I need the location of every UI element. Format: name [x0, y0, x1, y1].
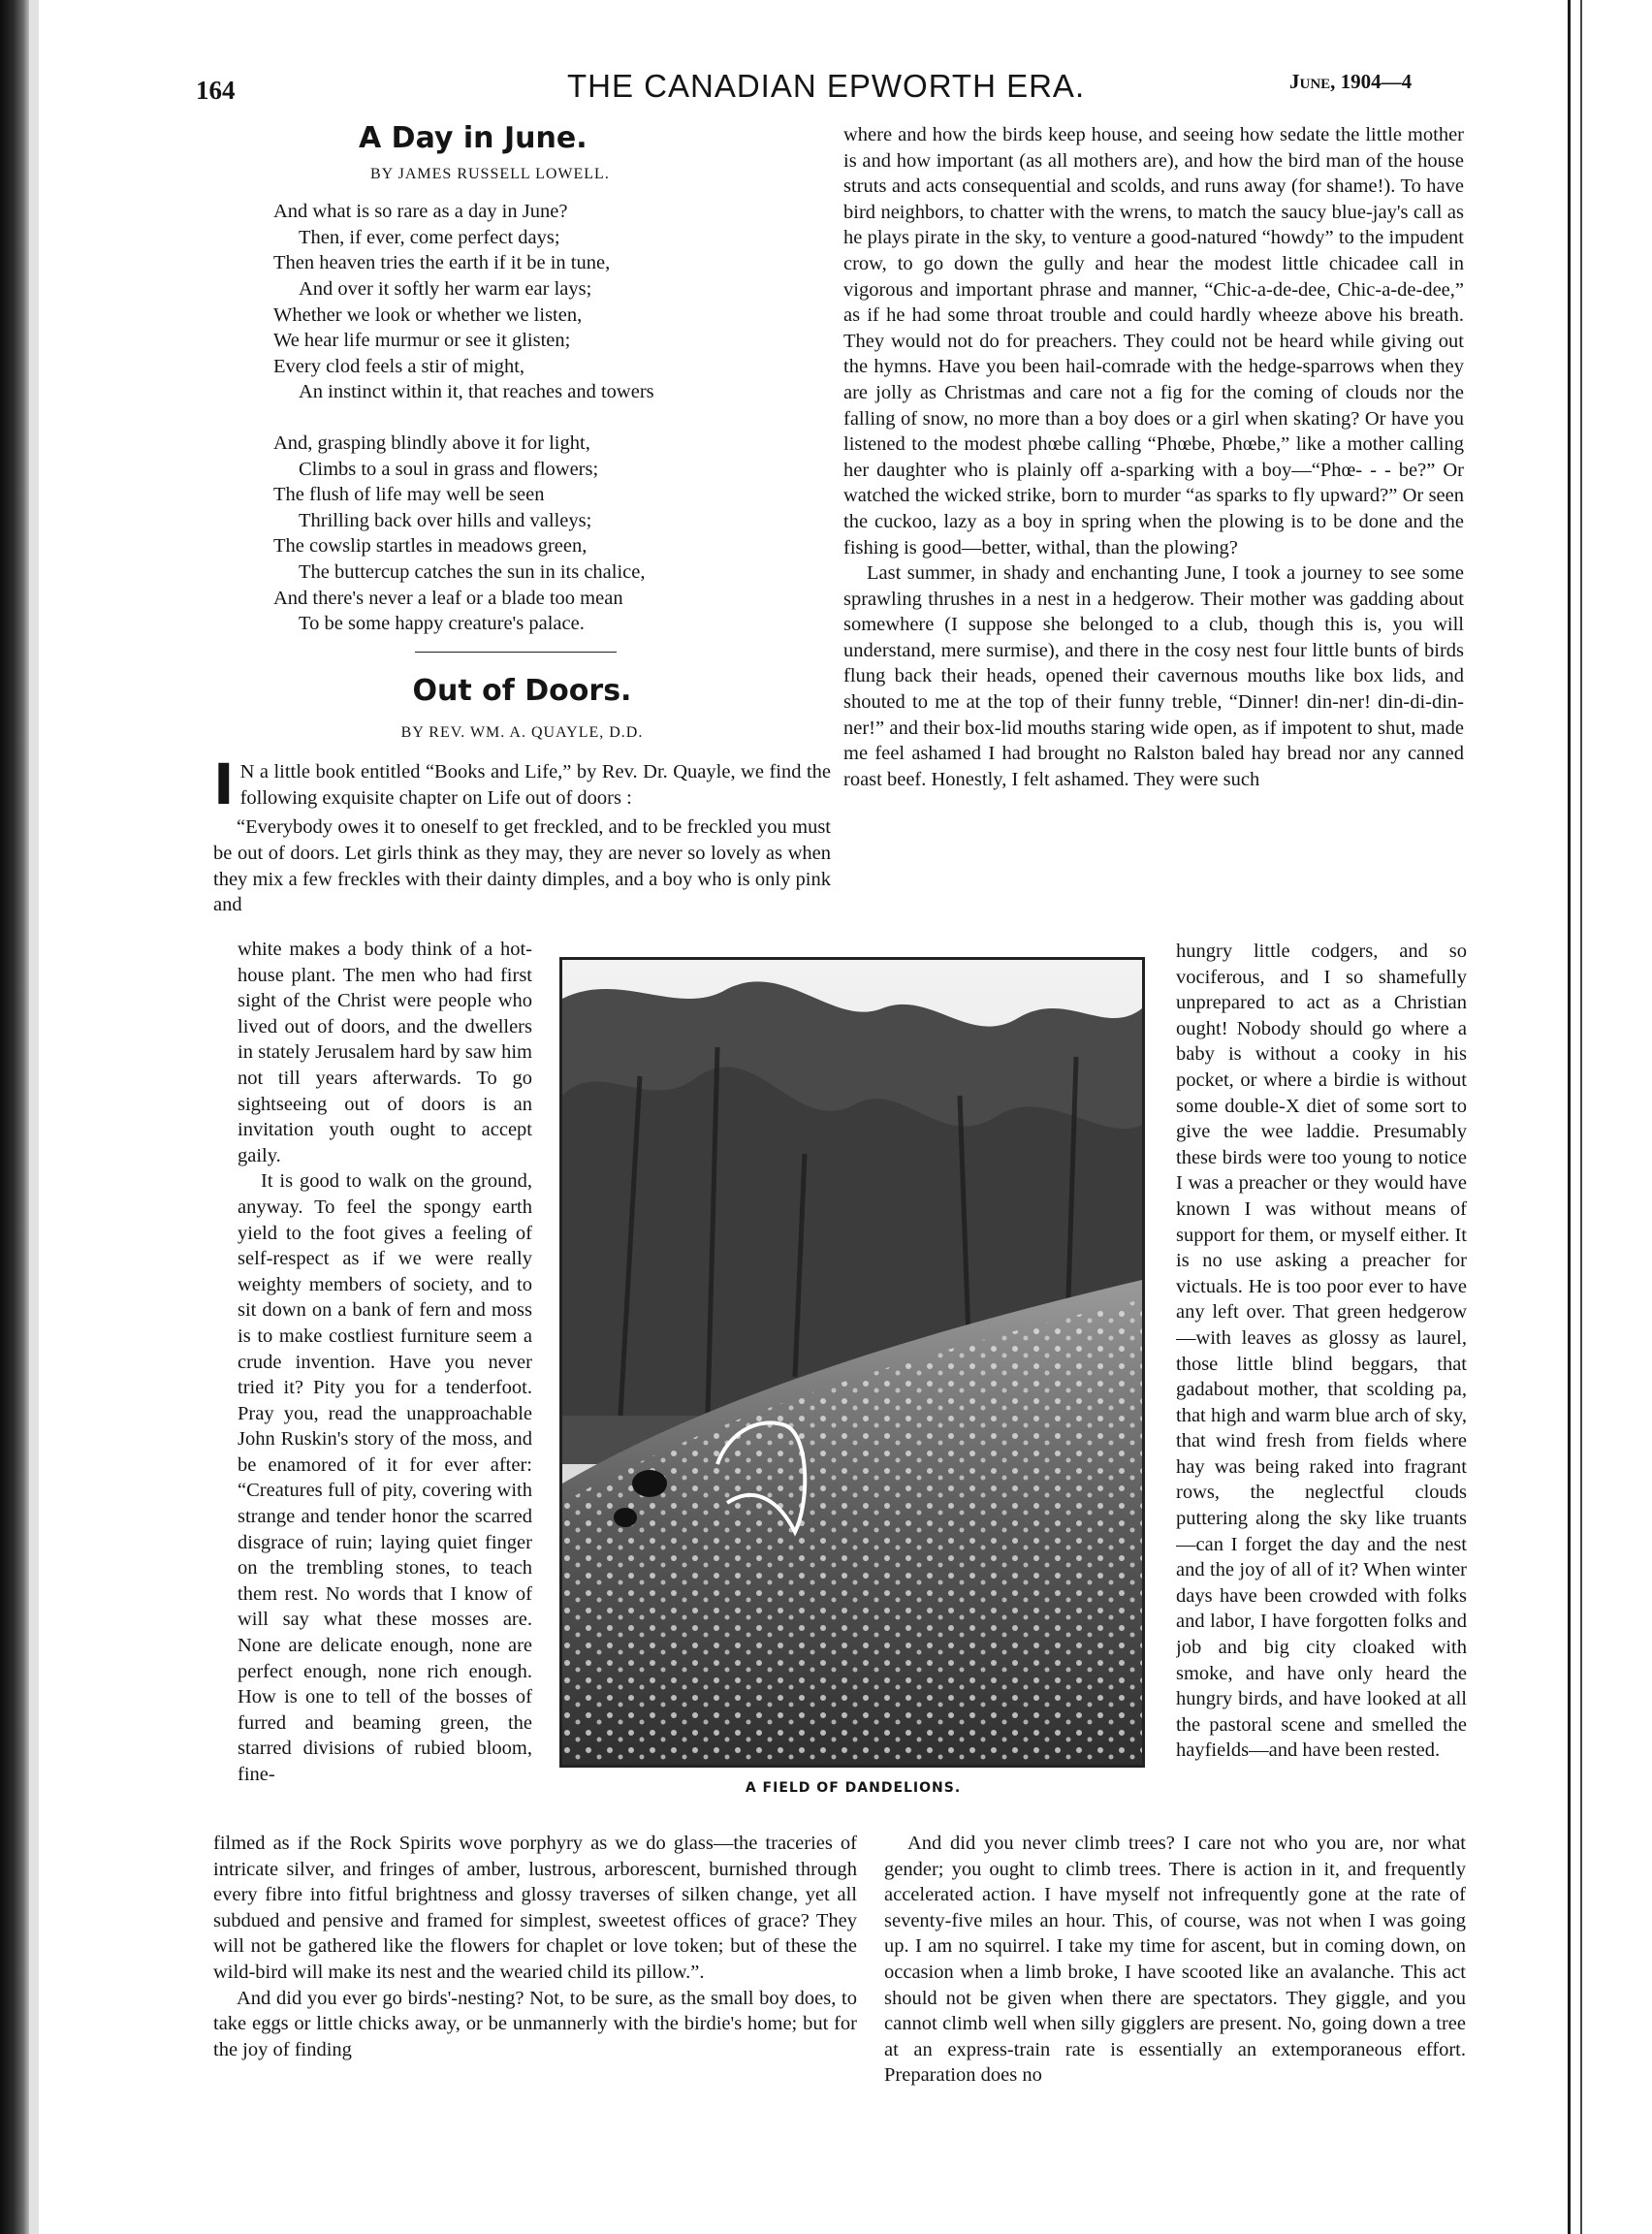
dandelion-field-photo: [559, 957, 1145, 1768]
poem-byline: BY JAMES RUSSELL LOWELL.: [370, 165, 610, 182]
article-paragraph: It is good to walk on the ground, anyway. To feel the spongy earth yield to the foot gives a feeling of self-respect as if we were really weighty members of society, and to sit down on a bank of fern and moss is to make costliest furniture seem a crude invention. Have you never tried it? Pity you for a tenderfoot. Pray you, read the unapproachable John Ruskin's story of the moss, and be enamored of it for ever after: “Creatures full of pity, covering with strange and tender honor the scarred disgrace of ruin; laying quiet finger on the trembling stones, to teach them rest. No words that I know of will say what these mosses are. None are delicate enough, none are perfect enough, none rich enough. How is one to tell of the bosses of furred and beaming green, the starred divisions of rubied bloom, fine-: [238, 1170, 532, 1785]
poem-line: Whether we look or whether we listen,: [273, 303, 583, 326]
section-divider: [415, 652, 617, 653]
poem-line: Then heaven tries the earth if it be in tune,: [273, 252, 611, 274]
article-byline: BY REV. WM. A. QUAYLE, D.D.: [400, 723, 644, 741]
issue-date: June, 1904—4: [1289, 70, 1413, 93]
poem-line: And over it softly her warm ear lays;: [299, 277, 592, 300]
article-intro: I N a little book entitled “Books and Life,” by Rev. Dr. Quayle, we find the following exquisite chapter on Life out of doors :: [213, 751, 831, 818]
article-paragraph: hungry little codgers, and so vociferous, and I so shamefully unprepared to act as a Christian ought! Nobody should go where a baby is without a cooky in his pocket, or where a birdie is without some double-X diet of some sort to give the wee laddie. Presumably these birds were too young to notice I was a preacher or they would have known I was without means of support for them, or myself either. It is no use asking a preacher for victuals. He is too poor ever to have any left over. That green hedgerow—with leaves as glossy as laurel, those little blind beggars, that gadabout mother, that scolding pa, that high and warm blue arch of sky, that wind fresh from fields where hay was being raked into fragrant rows, the neglectful clouds puttering along the sky like truants—can I forget the day and the nest and the joy of all of it? When winter days have been crowded with folks and labor, I have forgotten folks and job and big city cloaked with smoke, and have only heard the hungry birds, and have looked at all the pastoral scene and smelled the hayfields—and have been rested.: [1176, 941, 1467, 1762]
article-paragraph: And did you never climb trees? I care not who you are, nor what gender; you ought to climb trees. There is action in it, and frequently accelerated action. I have myself not infrequently gone at the rate of seventy-five miles an hour. This, of course, was not when I was going up. I am no squirrel. I take my time for ascent, but in coming down, on occasion when a limb broke, I have scooted like an avalanche. This act should not be given when there are spectators. They giggle, and you cannot climb well when silly gigglers are present. No, going down a tree at an express-train rate is essentially an extemporaneous effort. Preparation does no: [884, 1833, 1466, 2087]
poem-block: [273, 121, 816, 637]
article-paragraph: where and how the birds keep house, and seeing how sedate the little mother is and how important (as all mothers are), and how the bird man of the house struts and acts consequential and scolds, and runs away (for shame!). To have bird neighbors, to chatter with the wrens, to match the saucy blue-jay's call as he plays pirate in the sky, to venture a good-natured “howdy” to the impudent crow, to go down the gully and hear the modest little chicadee call in vigorous and important phrase and manner, “Chic-a-de-dee, Chic-a-de-dee,” as if he had some throat trouble and could hardly wheeze above his breath. They would not do for preachers. They could not be heard while giving out the hymns. Have you been hail-comrade with the hedge-sparrows when they are jolly as Christmas and care not a fig for the coming of clouds nor the falling of snow, no more than a boy does or a girl when skating? Or have you listened to the modest phœbe calling “Phœbe, Phœbe,” like a mother calling her daughter who is plainly off a-sparking with a boy—“Phœ- - - be?” Or watched the wicked strike, born to murder “as sparks to fly upward?” Or seen the cuckoo, lazy as a boy in spring when the plowing is to be done and the fishing is good—better, withal, than the plowing?: [843, 124, 1464, 558]
article-paragraph: white makes a body think of a hot-house plant. The men who had first sight of the Christ were people who lived out of doors, and the dwellers in stately Jerusalem hard by saw him not till years afterwards. To go sightseeing out of doors is an invitation youth ought to accept gaily.: [238, 939, 532, 1166]
photo-caption: A FIELD OF DANDELIONS.: [745, 1780, 962, 1796]
photo-illustration: [562, 960, 1142, 1765]
poem-line: And there's never a leaf or a blade too mean: [273, 587, 623, 609]
article-title: Out of Doors.: [412, 674, 632, 708]
poem-line: And, grasping blindly above it for light,: [273, 431, 590, 454]
article-right-bottom: [884, 1831, 1466, 2089]
article-left-top: [213, 674, 831, 918]
poem-line: And what is so rare as a day in June?: [273, 201, 568, 223]
poem-line: Climbs to a soul in grass and flowers;: [299, 458, 599, 480]
article-paragraph: “Everybody owes it to oneself to get freckled, and to be freckled you must be out of doors. Let girls think as they may, they are never so lovely as when they mix a few freckles with their dainty dimples, and a boy who is only pink and: [213, 816, 831, 916]
poem-line: The buttercup catches the sun in its chalice,: [299, 560, 646, 583]
running-head: THE CANADIAN EPWORTH ERA.: [567, 68, 1086, 104]
poem-line: To be some happy creature's palace.: [299, 613, 585, 635]
poem-line: Thrilling back over hills and valleys;: [299, 509, 592, 531]
page-number: 164: [196, 76, 236, 105]
article-paragraph: Last summer, in shady and enchanting June, I took a journey to see some sprawling thrushes in a nest in a hedgerow. Their mother was gadding about somewhere (I suppose she belonged to a club, though this is, you will understand, mere surmise), and there in the cosy nest four little bunts of birds flung back their heads, opened their cavernous mouths like box lids, and shouted to me at the top of their funny treble, “Dinner! din-ner! din-di-din-ner!” and their box-lid mouths staring wide open, as if impotent to shut, made me feel ashamed I had brought no Ralston baled hay bread nor any canned roast beef. Honestly, I felt ashamed. They were such: [843, 562, 1464, 790]
page-gutter: [29, 0, 39, 2234]
poem-line: Then, if ever, come perfect days;: [299, 226, 560, 248]
article-right-narrow: [1176, 939, 1467, 1831]
book-binding: [0, 0, 29, 2234]
article-right-top: [843, 122, 1464, 935]
article-paragraph: And did you ever go birds'-nesting? Not, to be sure, as the small boy does, to take eggs or little chicks away, or be unmannerly with the birdie's home; but for the joy of finding: [213, 1987, 857, 2060]
poem-line: The flush of life may well be seen: [273, 484, 545, 506]
poem-stanza-1: [273, 199, 816, 405]
article-left-narrow: [238, 937, 532, 1823]
poem-line: The cowslip startles in meadows green,: [273, 535, 588, 558]
article-paragraph: filmed as if the Rock Spirits wove porphyry as we do glass—the traceries of intricate silver, and fringes of amber, lustrous, arborescent, burnished through every fibre into fitful brightness and glossy traverses of silken change, yet all subdued and pensive and framed for simplest, sweetest offices of grace? They will not be gathered like the flowers for chaplet or love token; but of these the wild-bird will make its nest and the wearied child its pillow.”.: [213, 1833, 857, 1983]
drop-cap: I: [213, 751, 235, 818]
adjacent-page-edge: [1568, 0, 1652, 2234]
poem-line: We hear life murmur or see it glisten;: [273, 330, 571, 352]
poem-stanza-2: [273, 431, 816, 637]
poem-line: Every clod feels a stir of might,: [273, 355, 525, 377]
article-left-bottom: [213, 1831, 857, 2062]
poem-title: A Day in June.: [359, 121, 588, 155]
poem-line: An instinct within it, that reaches and towers: [299, 381, 654, 403]
